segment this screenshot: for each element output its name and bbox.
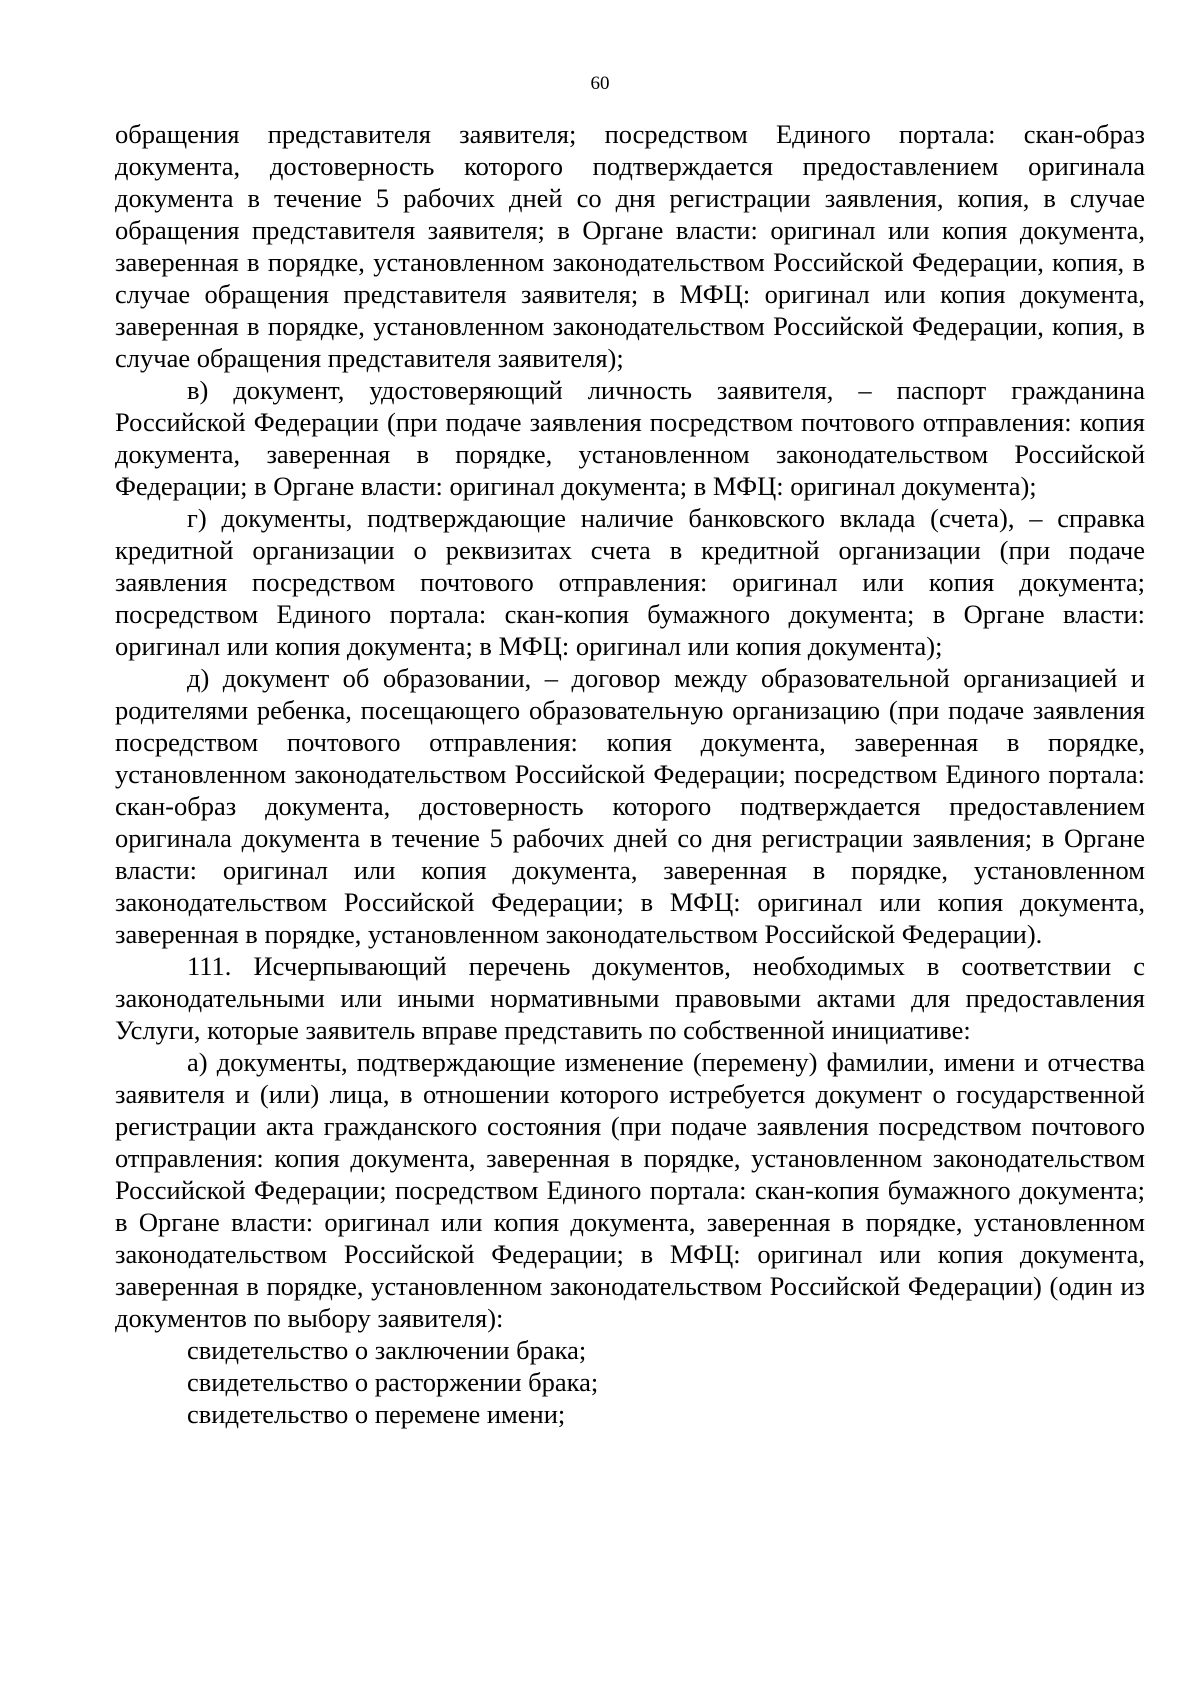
list-item: свидетельство о расторжении брака; [187,1367,599,1397]
paragraph-item-v: в) документ, удостоверяющий личность заявителя, – паспорт гражданина Российской Федерации (при подаче заявления посредством почтового отправления: копия документа, заверенная в порядке, установленном законодательством Российской Федерации; в Органе власти: оригинал документа; в МФЦ: оригинал документа); [115,375,1145,501]
paragraph-clause-111: 111. Исчерпывающий перечень документов, необходимых в соответствии с законодательными или иными нормативными правовыми актами для предоставления Услуги, которые заявитель вправе представить по собственной инициативе: [115,951,1145,1045]
document-body [115,118,1145,1430]
list-item: свидетельство о перемене имени; [187,1399,566,1429]
paragraph-item-a: а) документы, подтверждающие изменение (перемену) фамилии, имени и отчества заявителя и (или) лица, в отношении которого истребуется документ о государственной регистрации акта гражданского состояния (при подаче заявления посредством почтового отправления: копия документа, заверенная в порядке, установленном законодательством Российской Федерации; посредством Единого портала: скан-копия бумажного документа; в Органе власти: оригинал или копия документа, заверенная в порядке, установленном законодательством Российской Федерации; в МФЦ: оригинал или копия документа, заверенная в порядке, установленном законодательством Российской Федерации) (один из документов по выбору заявителя): [115,1047,1145,1333]
list-item: свидетельство о заключении брака; [187,1335,587,1365]
paragraph-item-d: д) документ об образовании, – договор между образовательной организацией и родителями ребенка, посещающего образовательную организацию (при подаче заявления посредством почтового отправления: копия документа, заверенная в порядке, установленном законодательством Российской Федерации; посредством Единого портала: скан-образ документа, достоверность которого подтверждается предоставлением оригинала документа в течение 5 рабочих дней со дня регистрации заявления; в Органе власти: оригинал или копия документа, заверенная в порядке, установленном законодательством Российской Федерации; в МФЦ: оригинал или копия документа, заверенная в порядке, установленном законодательством Российской Федерации). [115,663,1145,949]
paragraph-continuation: обращения представителя заявителя; посредством Единого портала: скан-образ документа, достоверность которого подтверждается предоставлением оригинала документа в течение 5 рабочих дней со дня регистрации заявления, копия, в случае обращения представителя заявителя; в Органе власти: оригинал или копия документа, заверенная в порядке, установленном законодательством Российской Федерации, копия, в случае обращения представителя заявителя; в МФЦ: оригинал или копия документа, заверенная в порядке, установленном законодательством Российской Федерации, копия, в случае обращения представителя заявителя); [115,119,1145,373]
page-number: 60 [590,73,610,94]
paragraph-item-g: г) документы, подтверждающие наличие банковского вклада (счета), – справка кредитной организации о реквизитах счета в кредитной организации (при подаче заявления посредством почтового отправления: оригинал или копия документа; посредством Единого портала: скан-копия бумажного документа; в Органе власти: оригинал или копия документа; в МФЦ: оригинал или копия документа); [115,503,1145,661]
